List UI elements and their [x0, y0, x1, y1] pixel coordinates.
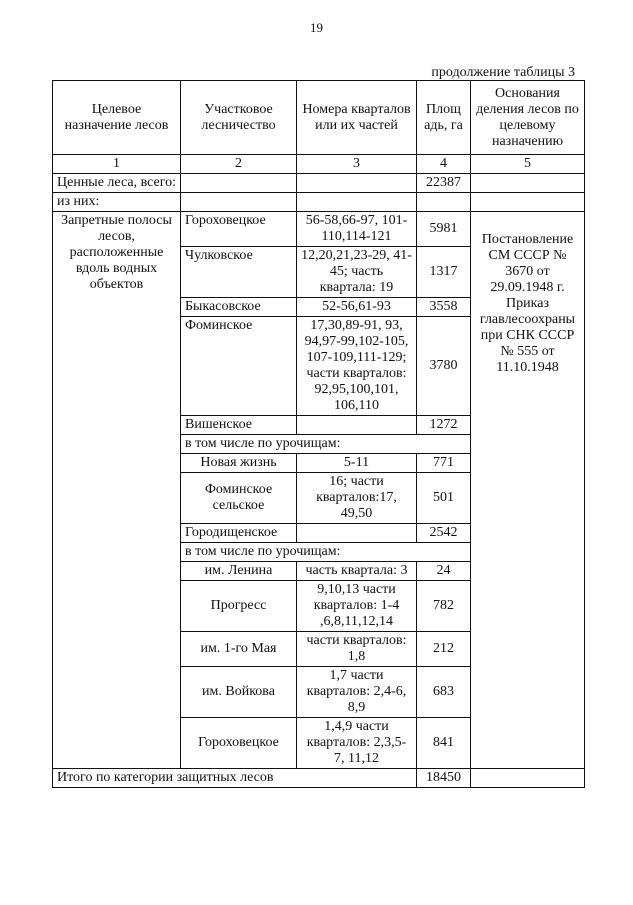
forestry-name: Чулковское — [181, 247, 297, 298]
tract-name: Прогресс — [181, 581, 297, 632]
forestry-name: Вишенское — [181, 416, 297, 435]
area-cell: 3558 — [417, 298, 471, 317]
tract-name: Гороховецкое — [181, 718, 297, 769]
forestry-name: Гороховецкое — [181, 212, 297, 247]
forestry-name: Быкасовское — [181, 298, 297, 317]
header-quarters: Номера кварталов или их частей — [297, 81, 417, 155]
tracts-subheader: в том числе по урочищам: — [181, 543, 471, 562]
forestry-name: Городищенское — [181, 524, 297, 543]
tracts-subheader: в том числе по урочищам: — [181, 435, 471, 454]
quarters-cell: 16; части кварталов:17, 49,50 — [297, 473, 417, 524]
tract-name: Фоминское сельское — [181, 473, 297, 524]
tract-name: им. Ленина — [181, 562, 297, 581]
col-num: 3 — [297, 155, 417, 174]
tract-name: Новая жизнь — [181, 454, 297, 473]
total-area: 18450 — [417, 769, 471, 788]
basis-cell: Постановление СМ СССР № 3670 от 29.09.1948 г. Приказ главлесоохраны при СНК СССР № 555 от 11.10.1948 — [471, 212, 585, 769]
forest-table — [52, 80, 585, 788]
quarters-cell: части кварталов: 1,8 — [297, 632, 417, 667]
quarters-cell: 17,30,89-91, 93, 94,97-99,102-105, 107-109,111-129; части кварталов: 92,95,100,101, 106,110 — [297, 317, 417, 416]
header-forestry: Участковое лесничество — [181, 81, 297, 155]
of-them-row — [53, 193, 585, 212]
header-basis: Основания деления лесов по целевому назначению — [471, 81, 585, 155]
area-cell: 5981 — [417, 212, 471, 247]
area-cell: 3780 — [417, 317, 471, 416]
area-cell: 841 — [417, 718, 471, 769]
quarters-cell: 1,7 части кварталов: 2,4-6, 8,9 — [297, 667, 417, 718]
quarters-cell: 12,20,21,23-29, 41-45; часть квартала: 19 — [297, 247, 417, 298]
header-area: Площ адь, га — [417, 81, 471, 155]
column-numbers-row — [53, 155, 585, 174]
area-cell: 782 — [417, 581, 471, 632]
quarters-cell — [297, 524, 417, 543]
valuable-forests-label: Ценные леса, всего: — [53, 174, 181, 193]
quarters-cell: 9,10,13 части кварталов: 1-4 ,6,8,11,12,14 — [297, 581, 417, 632]
tract-name: им. Войкова — [181, 667, 297, 718]
header-row — [53, 81, 585, 155]
tract-name: им. 1-го Мая — [181, 632, 297, 667]
area-cell: 1272 — [417, 416, 471, 435]
quarters-cell: часть квартала: 3 — [297, 562, 417, 581]
area-cell: 1317 — [417, 247, 471, 298]
col-num: 5 — [471, 155, 585, 174]
valuable-forests-row — [53, 174, 585, 193]
col-num: 2 — [181, 155, 297, 174]
table-continuation-label: продолжение таблицы 3 — [431, 65, 575, 80]
of-them-label: из них: — [53, 193, 181, 212]
quarters-cell: 5-11 — [297, 454, 417, 473]
page-number: 19 — [310, 20, 323, 35]
area-cell: 771 — [417, 454, 471, 473]
quarters-cell: 1,4,9 части кварталов: 2,3,5- 7, 11,12 — [297, 718, 417, 769]
col-num: 4 — [417, 155, 471, 174]
valuable-forests-area: 22387 — [417, 174, 471, 193]
area-cell: 501 — [417, 473, 471, 524]
col-num: 1 — [53, 155, 181, 174]
header-purpose: Целевое назначение лесов — [53, 81, 181, 155]
table-row — [53, 212, 585, 247]
area-cell: 24 — [417, 562, 471, 581]
quarters-cell: 56-58,66-97, 101-110,114-121 — [297, 212, 417, 247]
quarters-cell: 52-56,61-93 — [297, 298, 417, 317]
quarters-cell — [297, 416, 417, 435]
area-cell: 212 — [417, 632, 471, 667]
total-label: Итого по категории защитных лесов — [53, 769, 417, 788]
area-cell: 683 — [417, 667, 471, 718]
area-cell: 2542 — [417, 524, 471, 543]
forestry-name: Фоминское — [181, 317, 297, 416]
category-cell: Запретные полосы лесов, расположенные вдоль водных объектов — [53, 212, 181, 769]
total-row — [53, 769, 585, 788]
